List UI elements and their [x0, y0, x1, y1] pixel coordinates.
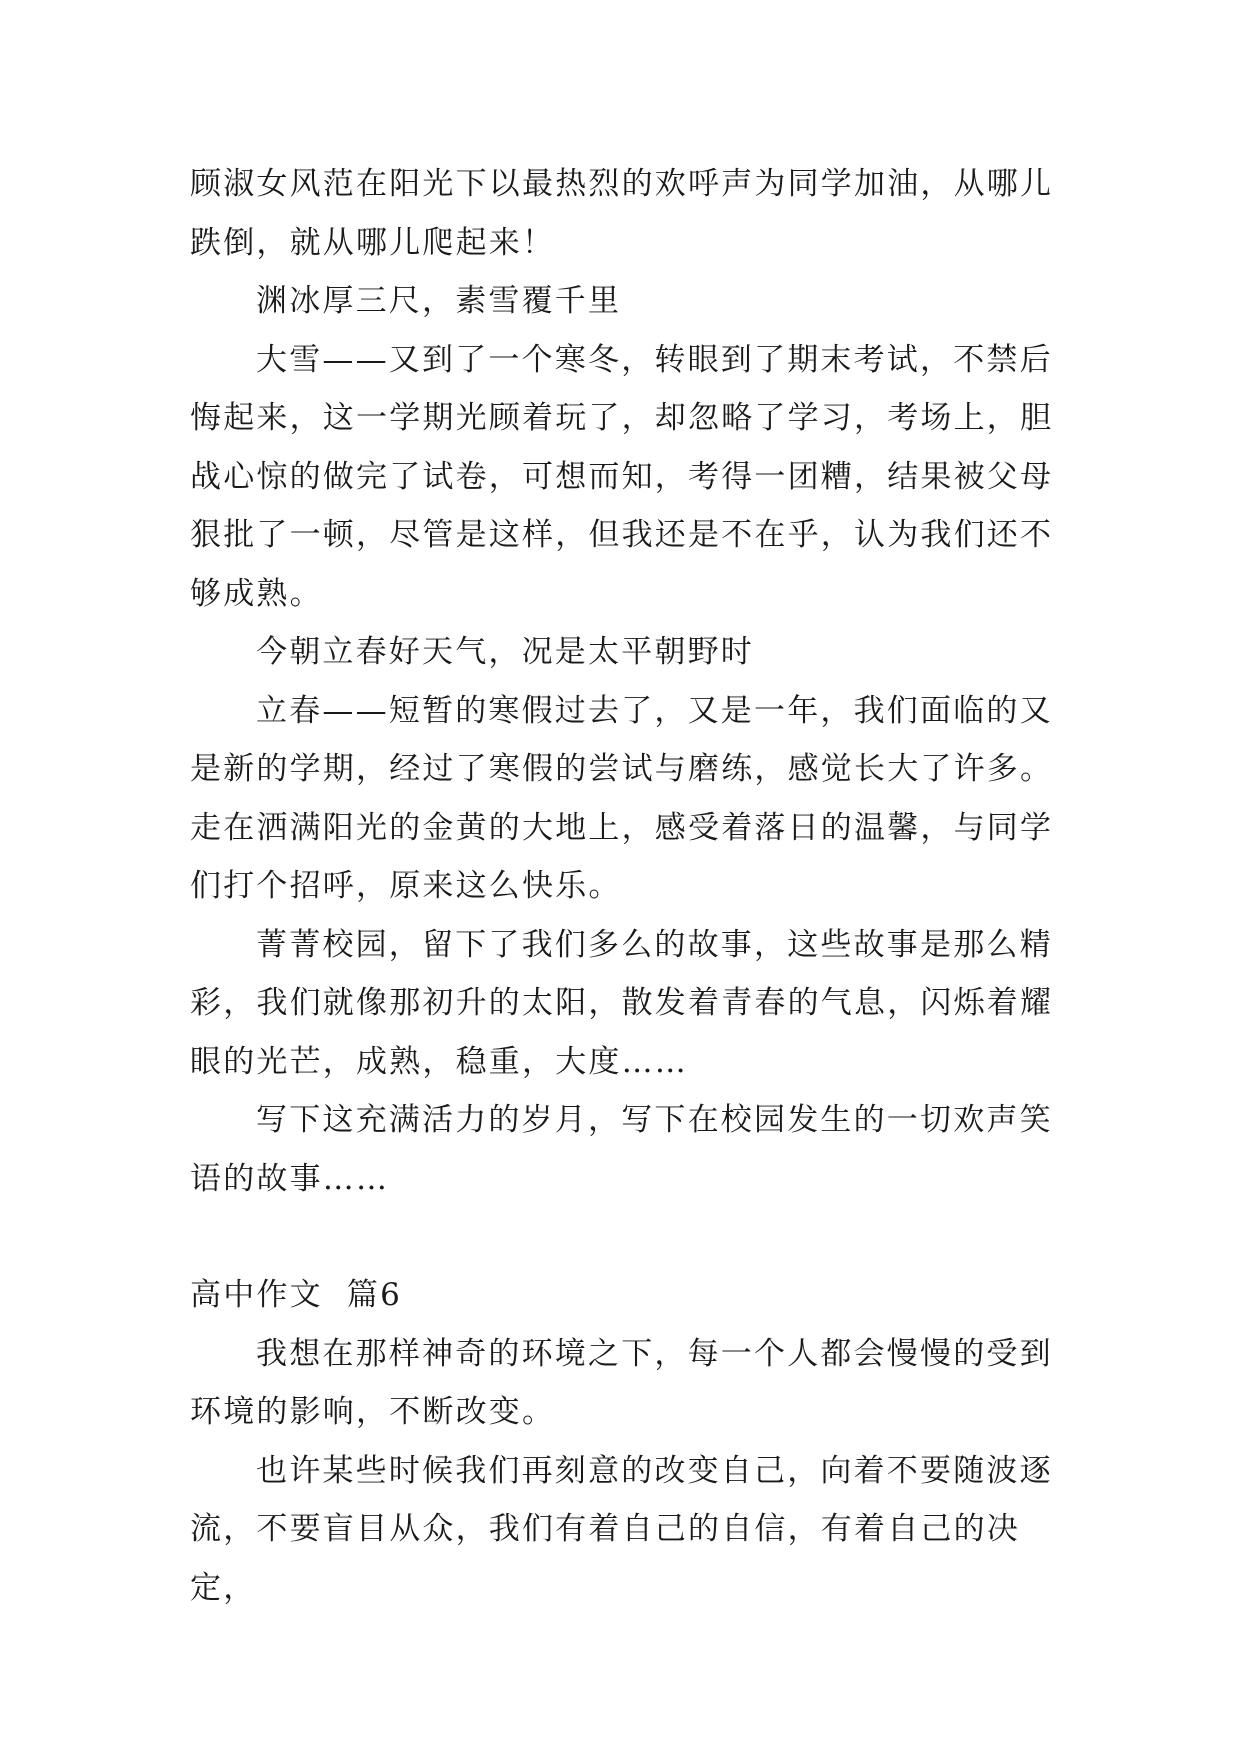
- paragraph-change: 也许某些时候我们再刻意的改变自己，向着不要随波逐流，不要盲目从众，我们有着自己的自信，有着自己的决定，: [190, 1452, 1053, 1606]
- paragraph-spring: 立春——短暂的寒假过去了，又是一年，我们面临的又是新的学期，经过了寒假的尝试与磨练，感觉长大了许多。走在洒满阳光的金黄的大地上，感受着落日的温馨，与同学们打个招呼，原来这么快乐。: [190, 692, 1054, 904]
- poem-line-winter: 渊冰厚三尺，素雪覆千里: [256, 283, 622, 319]
- document-body: [190, 155, 1070, 1617]
- poem-line-spring: 今朝立春好天气，况是太平朝野时: [256, 634, 754, 670]
- paragraph-campus: 菁菁校园，留下了我们多么的故事，这些故事是那么精彩，我们就像那初升的太阳，散发着青春的气息，闪烁着耀眼的光芒，成熟，稳重，大度……: [190, 926, 1054, 1080]
- paragraph-continued: 顾淑女风范在阳光下以最热烈的欢呼声为同学加油，从哪儿跌倒，就从哪儿爬起来！: [190, 166, 1054, 261]
- paragraph-winter: 大雪——又到了一个寒冬，转眼到了期末考试，不禁后悔起来，这一学期光顾着玩了，却忽略了学习，考场上，胆战心惊的做完了试卷，可想而知，考得一团糟，结果被父母狠批了一顿，尽管是这样，但我还是不在乎，认为我们还不够成熟。: [190, 341, 1054, 612]
- paragraph-closing: 写下这充满活力的岁月，写下在校园发生的一切欢声笑语的故事……: [190, 1102, 1053, 1197]
- paragraph-environment: 我想在那样神奇的环境之下，每一个人都会慢慢的受到环境的影响，不断改变。: [190, 1335, 1053, 1430]
- section-heading: 高中作文 篇6: [190, 1277, 403, 1313]
